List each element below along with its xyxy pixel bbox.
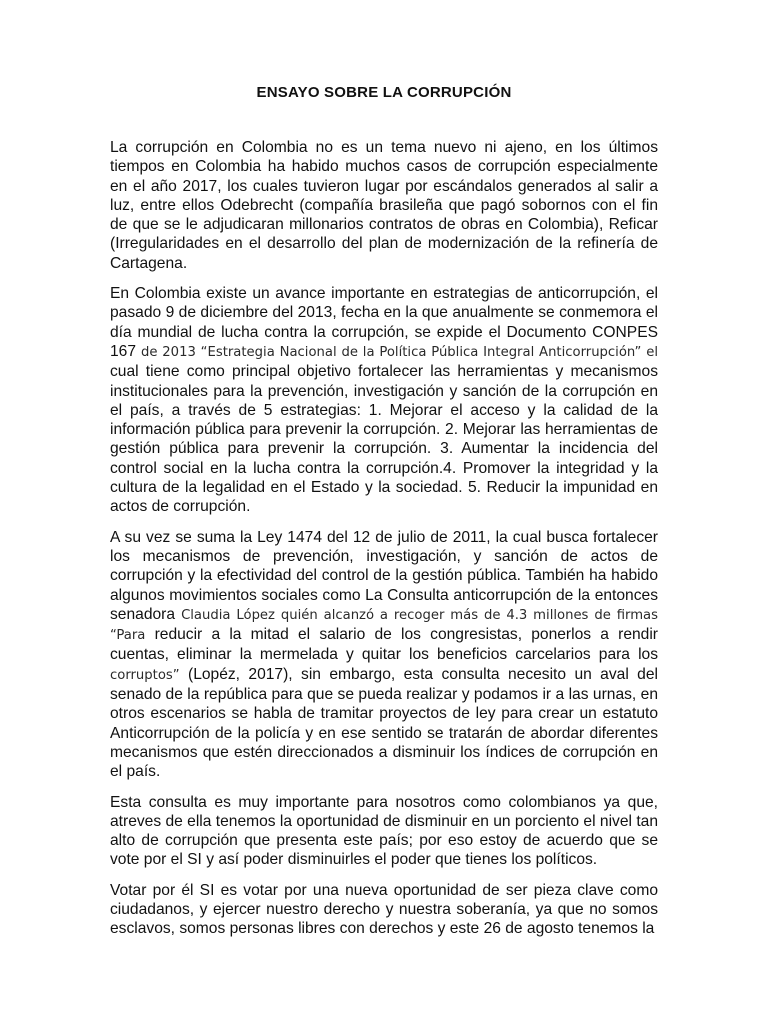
paragraph-2: [110, 284, 658, 517]
paragraph-text: Votar por él SI es votar por una nueva oportunidad de ser pieza clave como ciudadanos, y ejercer nuestro derecho y nuestra soberanía, ya que no somos esclavos, somos personas libres con derechos y este 26 de agosto tenemos la: [110, 881, 658, 938]
quoted-text: corruptos”: [110, 667, 180, 683]
paragraph-5: [110, 881, 658, 939]
paragraph-text: Esta consulta es muy importante para nosotros como colombianos ya que, atreves de ella tenemos la oportunidad de disminuir en un porciento el nivel tan alto de corrupción que presenta este país; por eso estoy de acuerdo que se vote por el SI y así poder disminuirles el poder que tienes los políticos.: [110, 793, 658, 869]
quoted-text: Claudia López quién alcanzó a recoger más de 4.3 millones de firmas “Para: [110, 607, 658, 644]
paragraph-3: [110, 528, 658, 782]
paragraph-text: En Colombia existe un avance importante en estrategias de anticorrupción, el pasado 9 de diciembre del 2013, fecha en la que anualmente se conmemora el día mundial de lucha contra la corrupción, se expide el Documento CONPES 167: [110, 285, 658, 360]
paragraph-text: reducir a la mitad el salario de los congresistas, ponerlos a rendir cuentas, eliminar la mermelada y quitar los beneficios carcelarios para los: [110, 626, 658, 664]
document-title: ENSAYO SOBRE LA CORRUPCIÓN: [256, 84, 512, 101]
conpes-citation-text: de 2013 “Estrategia Nacional de la Política Pública Integral Anticorrupción” el: [140, 344, 658, 360]
paragraph-text: A su vez se suma la Ley 1474 del 12 de julio de 2011, la cual busca fortalecer los mecanismos de prevención, investigación, y sanción de actos de corrupción y la efectividad del control de la gestión pública. También ha habido algunos movimientos sociales como La Consulta anticorrupción de la entonces senadora: [110, 528, 658, 623]
paragraph-text: La corrupción en Colombia no es un tema nuevo ni ajeno, en los últimos tiempos en Colombia ha habido muchos casos de corrupción especialmente en el año 2017, los cuales tuvieron lugar por escándalos generados al salir a luz, entre ellos Odebrecht (compañía brasileña que pagó sobornos con el fin de que se le adjudicaran millonarios contratos de obras en Colombia), Reficar (Irregularidades en el desarrollo del plan de modernización de la refinería de Cartagena.: [110, 139, 658, 272]
paragraph-text: (Lopéz, 2017), sin embargo, esta consulta necesito un aval del senado de la república para que se pueda realizar y podamos ir a las urnas, en otros escenarios se habla de tramitar proyectos de ley para crear un estatuto Anticorrupción de la policía y en ese sentido se tratarán de abordar diferentes mecanismos que estén direccionados a disminuir los índices de corrupción en el país.: [110, 665, 658, 781]
paragraph-text: cual tiene como principal objetivo fortalecer las herramientas y mecanismos institucionales para la prevención, investigación y sanción de la corrupción en el país, a través de 5 estrategias: 1. Mejorar el acceso y la calidad de la información pública para prevenir la corrupción. 2. Mejorar las herramientas de gestión pública para prevenir la corrupción. 3. Aumentar la incidencia del control social en la lucha contra la corrupción.4. Promover la integridad y la cultura de la legalidad en el Estado y la sociedad. 5. Reducir la impunidad en actos de corrupción.: [110, 363, 658, 516]
paragraph-4: [110, 793, 658, 870]
paragraph-1: [110, 138, 658, 273]
